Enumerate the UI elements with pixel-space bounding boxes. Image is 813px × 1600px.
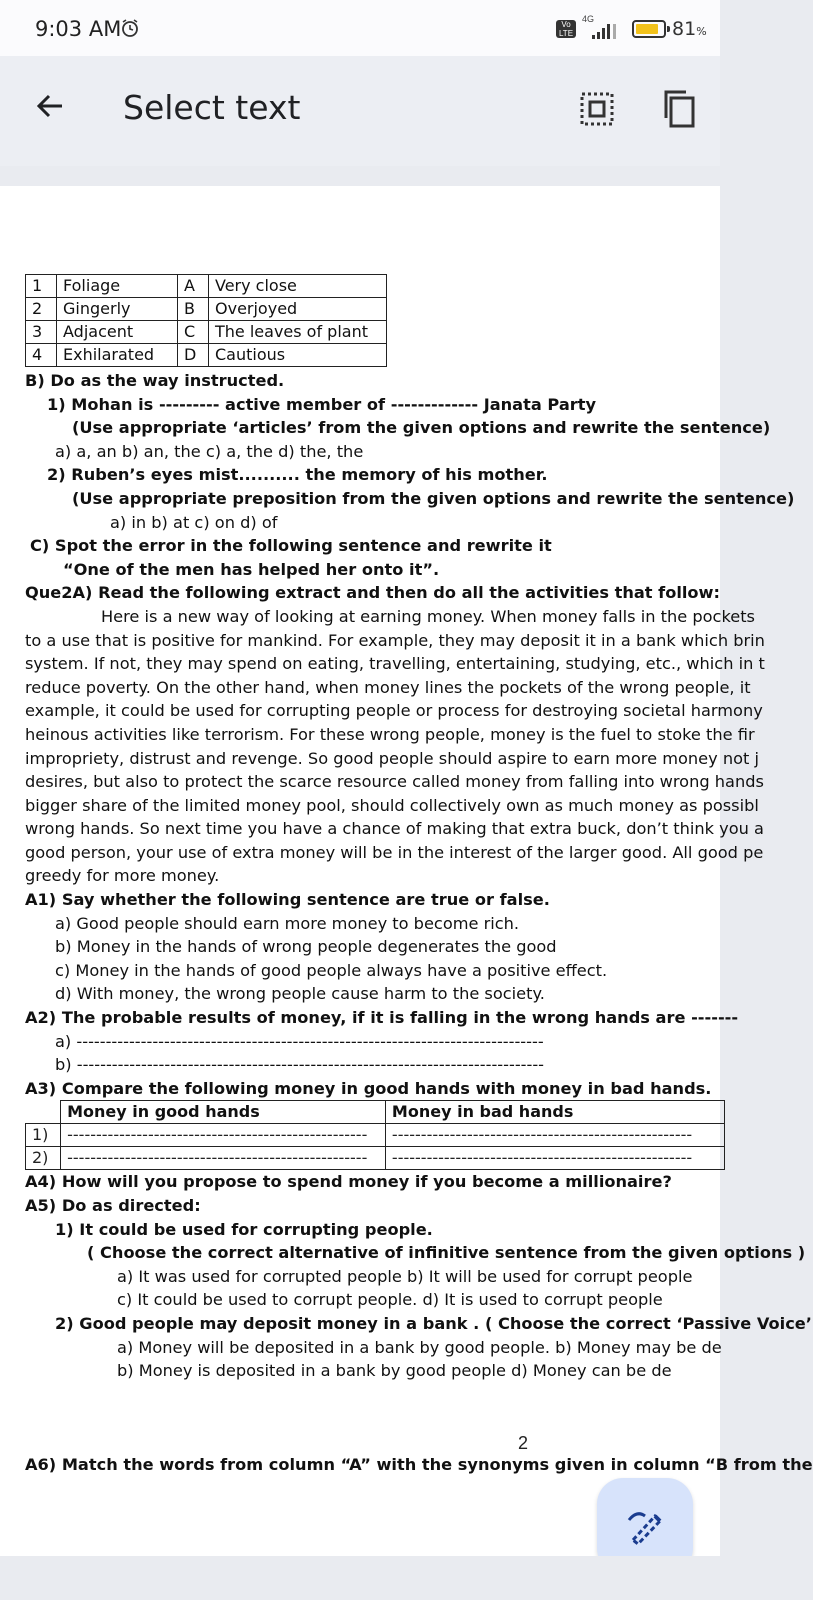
status-time: 9:03 AM (35, 17, 122, 41)
table-cell: 1) (26, 1124, 61, 1147)
question-lines (25, 369, 795, 1100)
table-row (26, 1147, 725, 1170)
select-all-icon[interactable] (580, 92, 614, 126)
text-line: heinous activities like terrorism. For these wrong people, money is the fuel to stoke the fir (25, 724, 755, 744)
text-line: A5) Do as directed: (25, 1196, 201, 1215)
text-line: A4) How will you propose to spend money if you become a millionaire? (25, 1172, 672, 1192)
compare-table (25, 1100, 725, 1170)
signal-icon (590, 22, 620, 40)
table-cell: Very close (209, 275, 387, 298)
page-number: 2 (518, 1433, 529, 1453)
text-line: system. If not, they may spend on eating, travelling, entertaining, studying, etc., which in t (25, 654, 765, 674)
table-cell: Exhilarated (57, 344, 178, 367)
text-line: 2) Ruben’s eyes mist.......... the memory of his mother. (47, 465, 548, 485)
page-title: Select text (123, 88, 301, 127)
table-cell: ---------------------------------------------------- (61, 1124, 386, 1147)
text-line: a) Good people should earn more money to become rich. (55, 913, 520, 933)
text-line: impropriety, distrust and revenge. So good people should aspire to earn more money not j (25, 748, 759, 768)
question-lines-2 (25, 1170, 812, 1382)
copy-icon[interactable] (660, 88, 696, 128)
text-line: b) Money in the hands of wrong people degenerates the good (55, 937, 557, 957)
table-cell: Cautious (209, 344, 387, 367)
text-line: bigger share of the limited money pool, should collectively own as much money as possibl (25, 795, 759, 815)
text-line: good person, your use of extra money will be in the interest of the larger good. All good pe (25, 842, 764, 862)
volte-icon: Vo LTE (556, 20, 576, 38)
app-bar (0, 56, 720, 166)
pen-edit-icon (625, 1506, 665, 1546)
text-line: a) -------------------------------------------------------------------------------- (55, 1031, 544, 1051)
table-cell: 1 (26, 275, 57, 298)
text-line: b) Money is deposited in a bank by good people d) Money can be de (117, 1361, 672, 1381)
text-line: desires, but also to protect the scarce resource called money from falling into wrong hands (25, 772, 764, 792)
battery-icon (632, 20, 666, 38)
text-line: wrong hands. So next time you have a chance of making that extra buck, don’t think you a (25, 819, 764, 839)
arrow-left-icon[interactable] (30, 86, 70, 126)
table-row (26, 321, 387, 344)
text-line: A1) Say whether the following sentence are true or false. (25, 890, 550, 910)
table-cell: Foliage (57, 275, 178, 298)
text-line: c) It could be used to corrupt people. d) It is used to corrupt people (117, 1290, 663, 1310)
text-line: C) Spot the error in the following sentence and rewrite it (30, 536, 552, 556)
table-header-row (26, 1101, 725, 1124)
text-line: greedy for more money. (25, 866, 220, 886)
table-cell: 3 (26, 321, 57, 344)
table-cell: 2 (26, 298, 57, 321)
text-line: A2) The probable results of money, if it is falling in the wrong hands are ------- (25, 1008, 739, 1028)
table-cell: Overjoyed (209, 298, 387, 321)
text-line: example, it could be used for corrupting people or process for destroying societal harmony (25, 701, 763, 721)
text-line: (Use appropriate ‘articles’ from the given options and rewrite the sentence) (72, 418, 771, 438)
text-line: a) It was used for corrupted people b) It will be used for corrupt people (117, 1266, 693, 1286)
document-content[interactable] (25, 274, 813, 1476)
text-line: 1) Mohan is --------- active member of ------------- Janata Party (47, 394, 597, 414)
network-type: 4G (582, 14, 595, 24)
status-bar (0, 0, 720, 56)
text-line: ( Choose the correct alternative of infinitive sentence from the given options ) (87, 1243, 806, 1263)
table-cell: D (178, 344, 209, 367)
question-a6: A6) Match the words from column “A” with the synonyms given in column “B from the (25, 1454, 813, 1474)
text-line: (Use appropriate preposition from the given options and rewrite the sentence) (72, 488, 795, 508)
text-line: reduce poverty. On the other hand, when money lines the pockets of the wrong people, it (25, 677, 751, 697)
text-line: Que2A) Read the following extract and then do all the activities that follow: (25, 583, 720, 603)
table-cell: ---------------------------------------------------- (385, 1124, 724, 1147)
battery-percent: 81% (672, 18, 707, 40)
text-line: 2) Good people may deposit money in a bank . ( Choose the correct ‘Passive Voice’ (55, 1313, 812, 1333)
text-line: a) a, an b) an, the c) a, the d) the, the (55, 441, 364, 461)
text-line: A3) Compare the following money in good hands with money in bad hands. (25, 1078, 712, 1098)
table-row (26, 275, 387, 298)
table-header-cell (26, 1101, 61, 1124)
text-line: a) Money will be deposited in a bank by good people. b) Money may be de (117, 1337, 722, 1357)
text-line: c) Money in the hands of good people always have a positive effect. (55, 960, 608, 980)
bottom-area (0, 1556, 720, 1600)
table-row (26, 298, 387, 321)
document-page[interactable] (0, 186, 813, 1556)
alarm-icon (120, 18, 140, 38)
table-header-cell: Money in good hands (61, 1101, 386, 1124)
table-cell: 4 (26, 344, 57, 367)
table-row (26, 1124, 725, 1147)
match-table (25, 274, 387, 367)
text-line: to a use that is positive for mankind. For example, they may deposit it in a bank which brin (25, 630, 765, 650)
text-line: d) With money, the wrong people cause harm to the society. (55, 984, 545, 1004)
text-line: “One of the men has helped her onto it”. (63, 559, 440, 579)
text-line: Here is a new way of looking at earning money. When money falls in the pockets (101, 606, 755, 626)
table-cell: ---------------------------------------------------- (61, 1147, 386, 1170)
table-row (26, 344, 387, 367)
table-cell: ---------------------------------------------------- (385, 1147, 724, 1170)
text-line: b) -------------------------------------------------------------------------------- (55, 1055, 545, 1075)
text-line: B) Do as the way instructed. (25, 371, 285, 390)
text-line: 1) It could be used for corrupting people. (55, 1219, 433, 1239)
table-cell: Gingerly (57, 298, 178, 321)
table-cell: 2) (26, 1147, 61, 1170)
table-header-cell: Money in bad hands (385, 1101, 724, 1124)
text-line: a) in b) at c) on d) of (110, 512, 278, 532)
table-cell: Adjacent (57, 321, 178, 344)
table-cell: The leaves of plant (209, 321, 387, 344)
table-cell: C (178, 321, 209, 344)
table-cell: B (178, 298, 209, 321)
table-cell: A (178, 275, 209, 298)
